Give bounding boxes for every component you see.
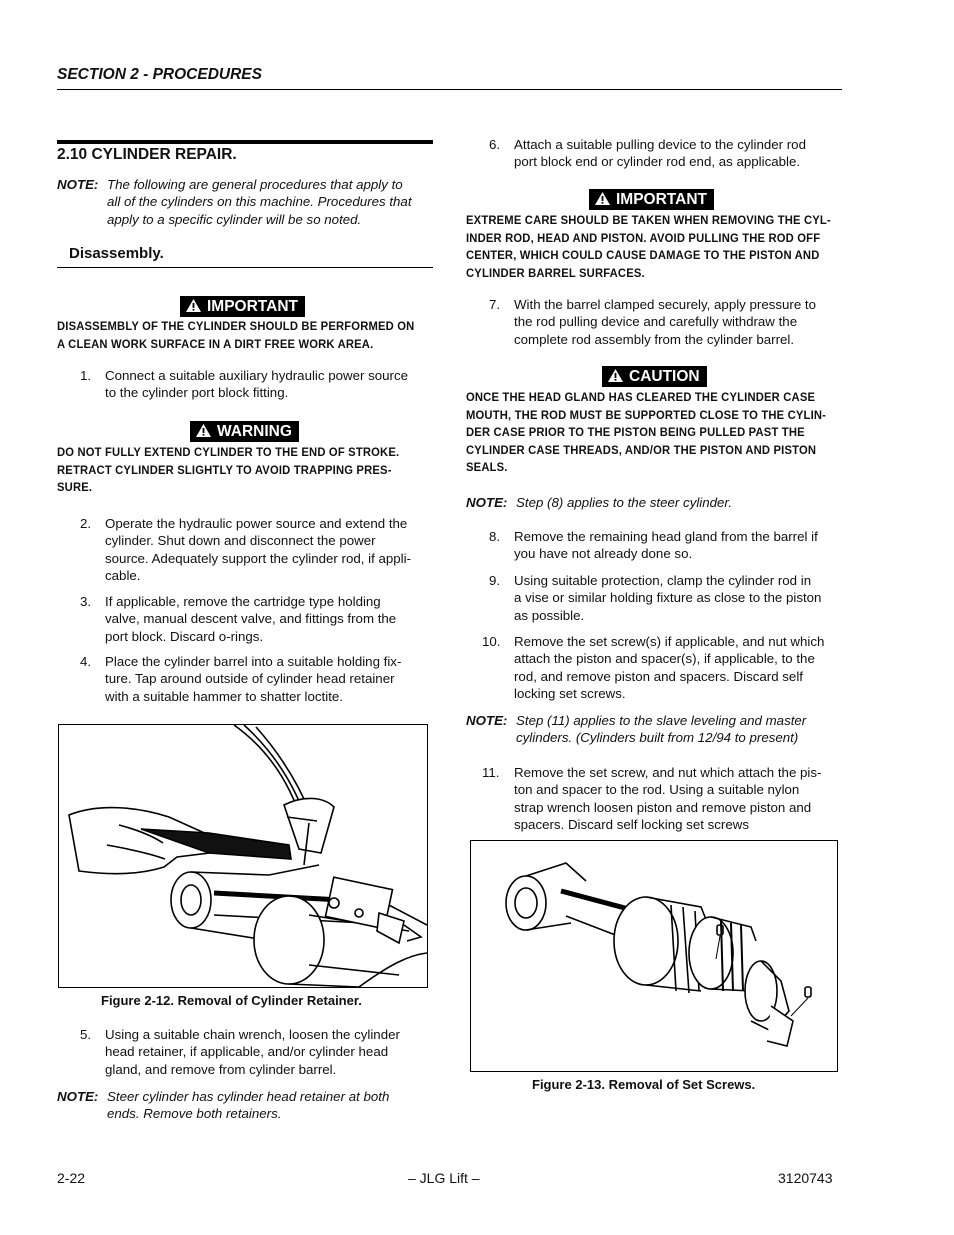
note-step8 [466, 494, 842, 511]
figure-set-screws [470, 840, 838, 1072]
step-2 [57, 515, 433, 585]
step-1 [57, 367, 433, 403]
step-11 [466, 764, 842, 834]
step-number: 2. [80, 516, 92, 531]
step-line: Remove the set screw(s) if applicable, and nut which [514, 634, 825, 649]
step-line: ture. Tap around outside of cylinder head retainer [105, 671, 395, 687]
step-line: Connect a suitable auxiliary hydraulic power source [105, 368, 409, 383]
note-text: ends. Remove both retainers. [107, 1106, 282, 1122]
step-line: valve, manual descent valve, and fittings from the [105, 611, 397, 627]
warning-badge [190, 421, 299, 442]
step-6 [466, 136, 842, 172]
caution-line: ONCE THE HEAD GLAND HAS CLEARED THE CYLINDER CASE [466, 390, 816, 404]
caution-line: MOUTH, THE ROD MUST BE SUPPORTED CLOSE TO THE CYLIN- [466, 407, 827, 422]
figure-caption: Figure 2-13. Removal of Set Screws. [532, 1077, 756, 1092]
warning-triangle-icon [186, 299, 201, 312]
section-rule [57, 140, 433, 144]
important-line: A CLEAN WORK SURFACE IN A DIRT FREE WORK AREA. [57, 336, 374, 351]
step-line: a vise or similar holding fixture as close to the piston [514, 590, 822, 606]
step-line: strap wrench loosen piston and remove piston and [514, 799, 812, 815]
badge-label: CAUTION [629, 368, 700, 385]
step-7 [466, 296, 842, 348]
step-5 [57, 1026, 433, 1078]
subsection-title: Disassembly. [69, 245, 164, 262]
important-badge [589, 189, 714, 210]
step-number: 3. [80, 594, 92, 609]
caution-text [466, 389, 843, 477]
step-number: 7. [489, 297, 501, 312]
step-number: 4. [80, 654, 92, 669]
step-3 [57, 593, 433, 645]
figure-cylinder-retainer [58, 724, 428, 988]
step-line: Using a suitable chain wrench, loosen the cylinder [105, 1027, 400, 1042]
important-badge [180, 296, 305, 317]
important-line: INDER ROD, HEAD AND PISTON. AVOID PULLING THE ROD OFF [466, 230, 821, 245]
important-text [57, 318, 434, 353]
step-line: cylinder. Shut down and disconnect the power [105, 533, 376, 549]
step-number: 11. [482, 765, 500, 780]
step-line: Remove the remaining head gland from the barrel if [514, 529, 818, 544]
step-line: rod, and remove piston and spacers. Discard self [514, 668, 803, 684]
step-8 [466, 528, 842, 564]
step-line: locking set screws. [514, 685, 626, 701]
step-line: to the cylinder port block fitting. [105, 385, 289, 401]
caution-line: SEALS. [466, 460, 508, 474]
step-number: 1. [80, 368, 92, 383]
note-label: NOTE: [466, 495, 508, 510]
note-text: Steer cylinder has cylinder head retainer at both [107, 1089, 390, 1104]
step-line: port block. Discard o-rings. [105, 628, 264, 644]
step-line: spacers. Discard self locking set screws [514, 816, 749, 832]
step-line: Remove the set screw, and nut which attach the pis- [514, 765, 822, 780]
step-line: gland, and remove from cylinder barrel. [105, 1061, 337, 1077]
caution-line: DER CASE PRIOR TO THE PISTON BEING PULLED PAST THE [466, 425, 805, 439]
warning-line: RETRACT CYLINDER SLIGHTLY TO AVOID TRAPPING PRES- [57, 462, 392, 477]
warning-line: DO NOT FULLY EXTEND CYLINDER TO THE END OF STROKE. [57, 445, 400, 459]
step-10 [466, 633, 842, 703]
step-line: ton and spacer to the rod. Using a suitable nylon [514, 782, 800, 798]
step-line: as possible. [514, 607, 585, 623]
note-label: NOTE: [57, 1089, 99, 1104]
document-number: 3120743 [778, 1170, 833, 1186]
note-text: Step (11) applies to the slave leveling and master [516, 713, 807, 728]
step-line: Operate the hydraulic power source and extend the [105, 516, 408, 531]
badge-label: WARNING [217, 423, 292, 440]
header-rule [57, 89, 842, 90]
warning-text [57, 444, 434, 497]
step-line: cable. [105, 567, 141, 583]
note-text: Step (8) applies to the steer cylinder. [516, 495, 733, 510]
badge-label: IMPORTANT [616, 191, 707, 208]
step-line: the rod pulling device and carefully withdraw the [514, 314, 798, 330]
important-line: CENTER, WHICH COULD CAUSE DAMAGE TO THE PISTON AND [466, 248, 820, 262]
step-number: 5. [80, 1027, 92, 1042]
note-text: all of the cylinders on this machine. Procedures that [107, 194, 412, 210]
step-line: port block end or cylinder rod end, as applicable. [514, 154, 801, 170]
note-steer-cylinder [57, 1088, 433, 1123]
note-text: The following are general procedures that apply to [107, 177, 403, 192]
important-line: CYLINDER BARREL SURFACES. [466, 265, 645, 280]
step-line: With the barrel clamped securely, apply pressure to [514, 297, 817, 312]
note-text: cylinders. (Cylinders built from 12/94 to present) [516, 730, 799, 746]
step-number: 6. [489, 137, 501, 152]
page-number: 2-22 [57, 1170, 86, 1186]
step-4 [57, 653, 433, 705]
caution-badge [602, 366, 707, 387]
step-number: 10. [482, 634, 501, 649]
note-label: NOTE: [466, 713, 508, 728]
warning-triangle-icon [608, 369, 623, 382]
step-line: Place the cylinder barrel into a suitable holding fix- [105, 654, 402, 669]
note-step11 [466, 712, 842, 747]
step-number: 9. [489, 573, 501, 588]
step-line: If applicable, remove the cartridge type holding [105, 594, 381, 609]
hammer-cylinder-illustration [59, 725, 427, 987]
step-line: with a suitable hammer to shatter loctite. [105, 688, 343, 704]
figure-caption: Figure 2-12. Removal of Cylinder Retainer. [101, 993, 362, 1008]
section-header: SECTION 2 - PROCEDURES [57, 66, 262, 83]
step-line: complete rod assembly from the cylinder barrel. [514, 331, 795, 347]
section-title: 2.10 CYLINDER REPAIR. [57, 146, 237, 163]
step-number: 8. [489, 529, 501, 544]
step-line: attach the piston and spacer(s), if applicable, to the [514, 651, 815, 667]
step-line: you have not already done so. [514, 546, 693, 562]
warning-line: SURE. [57, 480, 93, 494]
important-text [466, 212, 843, 282]
step-9 [466, 572, 842, 624]
step-line: Using suitable protection, clamp the cylinder rod in [514, 573, 812, 588]
note-label: NOTE: [57, 177, 99, 192]
subsection-rule [57, 267, 433, 268]
step-line: Attach a suitable pulling device to the cylinder rod [514, 137, 806, 152]
warning-triangle-icon [595, 192, 610, 205]
important-line: DISASSEMBLY OF THE CYLINDER SHOULD BE PERFORMED ON [57, 319, 415, 333]
piston-rod-illustration [471, 841, 837, 1071]
note-text: apply to a specific cylinder will be so noted. [107, 211, 362, 227]
warning-triangle-icon [196, 424, 211, 437]
note-general [57, 176, 433, 228]
badge-label: IMPORTANT [207, 298, 298, 315]
important-line: EXTREME CARE SHOULD BE TAKEN WHEN REMOVING THE CYL- [466, 213, 831, 227]
footer-publisher: – JLG Lift – [408, 1170, 480, 1186]
step-line: source. Adequately support the cylinder rod, if appli- [105, 550, 412, 566]
step-line: head retainer, if applicable, and/or cylinder head [105, 1044, 389, 1060]
caution-line: CYLINDER CASE THREADS, AND/OR THE PISTON AND PISTON [466, 442, 817, 457]
